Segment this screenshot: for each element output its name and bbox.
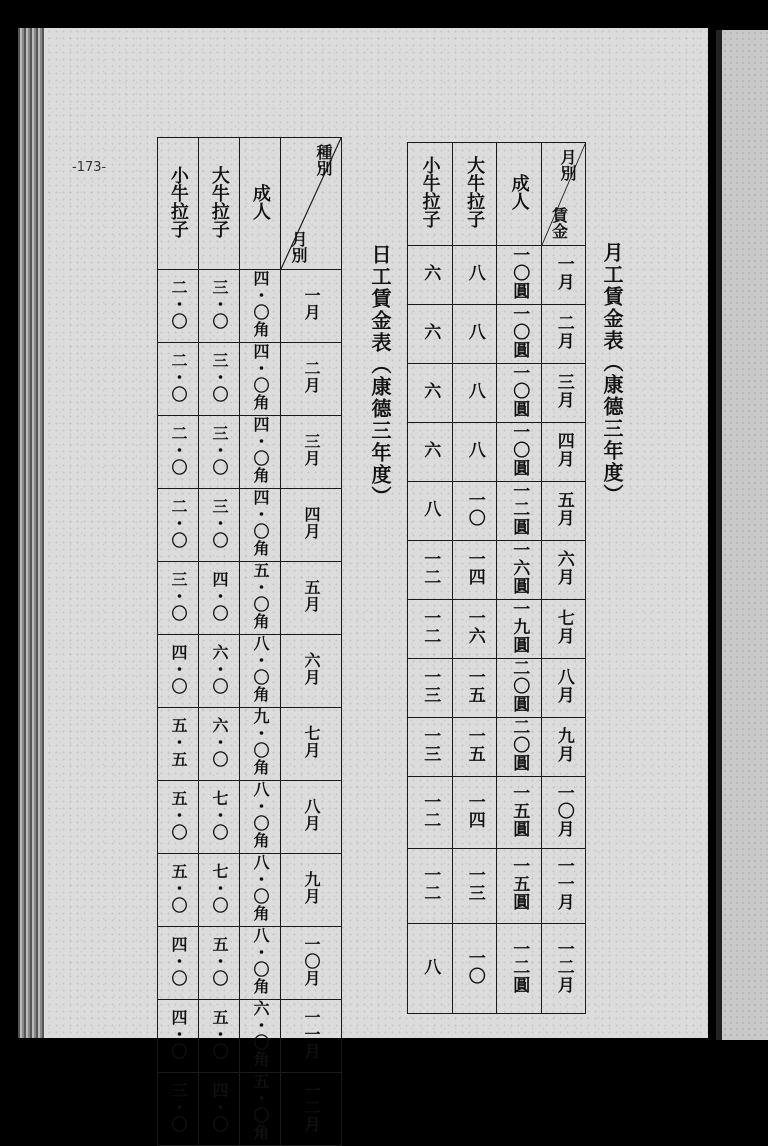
value-cell: 一〇圓	[497, 246, 542, 305]
col-header: 小牛拉子	[408, 143, 453, 246]
daily-wage-table	[157, 137, 342, 1146]
month-cell: 二月	[541, 305, 586, 364]
value-cell: 四・〇	[158, 927, 199, 1000]
value-cell: 八・〇角	[240, 781, 281, 854]
value-cell: 七・〇	[199, 781, 240, 854]
table-row	[158, 562, 342, 635]
value-cell: 三・〇	[199, 416, 240, 489]
table-row	[158, 854, 342, 927]
table-row	[408, 777, 586, 849]
month-cell: 一〇月	[541, 777, 586, 849]
month-cell: 一一月	[541, 849, 586, 924]
month-cell: 一月	[541, 246, 586, 305]
value-cell: 四・〇角	[240, 343, 281, 416]
value-cell: 三・〇	[199, 343, 240, 416]
month-cell: 一月	[281, 270, 342, 343]
month-cell: 二月	[281, 343, 342, 416]
value-cell: 四・〇	[199, 1073, 240, 1146]
table-row	[408, 849, 586, 924]
value-cell: 二・〇	[158, 416, 199, 489]
value-cell: 四・〇	[158, 635, 199, 708]
month-cell: 三月	[541, 364, 586, 423]
value-cell: 六・〇	[199, 635, 240, 708]
value-cell: 六	[408, 246, 453, 305]
value-cell: 一四	[452, 777, 497, 849]
table-row	[408, 246, 586, 305]
value-cell: 六	[408, 305, 453, 364]
month-cell: 六月	[281, 635, 342, 708]
adjacent-page-edge	[716, 30, 768, 1040]
col-header: 成人	[240, 138, 281, 270]
table-row	[158, 635, 342, 708]
table-row	[408, 718, 586, 777]
month-cell: 七月	[541, 600, 586, 659]
table-header-row	[408, 143, 586, 246]
value-cell: 九・〇角	[240, 708, 281, 781]
month-cell: 一二月	[541, 924, 586, 1014]
table-row	[158, 1000, 342, 1073]
book-binding	[18, 28, 44, 1038]
value-cell: 一五圓	[497, 849, 542, 924]
value-cell: 四・〇	[158, 1000, 199, 1073]
table-row	[408, 305, 586, 364]
value-cell: 三・〇	[199, 489, 240, 562]
value-cell: 一二圓	[497, 924, 542, 1014]
table-row	[408, 364, 586, 423]
value-cell: 二〇圓	[497, 659, 542, 718]
month-cell: 七月	[281, 708, 342, 781]
value-cell: 八	[408, 924, 453, 1014]
value-cell: 一三	[408, 659, 453, 718]
value-cell: 一〇圓	[497, 423, 542, 482]
value-cell: 一〇圓	[497, 364, 542, 423]
month-cell: 九月	[281, 854, 342, 927]
value-cell: 一二	[408, 777, 453, 849]
value-cell: 二・〇	[158, 489, 199, 562]
month-cell: 一〇月	[281, 927, 342, 1000]
table-row	[408, 659, 586, 718]
table-row	[158, 1073, 342, 1146]
corner-header	[281, 138, 342, 270]
monthly-wage-title: 月工賃金表（康德三年度）	[600, 242, 624, 506]
value-cell: 一五	[452, 718, 497, 777]
value-cell: 一五	[452, 659, 497, 718]
value-cell: 八・〇角	[240, 635, 281, 708]
table-row	[158, 270, 342, 343]
month-cell: 六月	[541, 541, 586, 600]
table-row	[408, 482, 586, 541]
value-cell: 一六圓	[497, 541, 542, 600]
value-cell: 八	[408, 482, 453, 541]
value-cell: 五・五	[158, 708, 199, 781]
month-cell: 八月	[541, 659, 586, 718]
value-cell: 一六	[452, 600, 497, 659]
value-cell: 五・〇	[158, 781, 199, 854]
value-cell: 一五圓	[497, 777, 542, 849]
month-cell: 五月	[541, 482, 586, 541]
month-cell: 一二月	[281, 1073, 342, 1146]
month-cell: 四月	[541, 423, 586, 482]
month-cell: 三月	[281, 416, 342, 489]
page-number: -173-	[72, 160, 107, 175]
value-cell: 一三	[408, 718, 453, 777]
table-row	[158, 781, 342, 854]
value-cell: 五・〇角	[240, 562, 281, 635]
value-cell: 五・〇角	[240, 1073, 281, 1146]
scanned-page	[18, 28, 708, 1038]
value-cell: 六・〇	[199, 708, 240, 781]
value-cell: 六・〇角	[240, 1000, 281, 1073]
value-cell: 四・〇	[199, 562, 240, 635]
value-cell: 六	[408, 364, 453, 423]
value-cell: 八	[452, 364, 497, 423]
value-cell: 一九圓	[497, 600, 542, 659]
table-row	[158, 416, 342, 489]
corner-bottom-label: 賃金	[549, 207, 569, 239]
value-cell: 三・〇	[158, 1073, 199, 1146]
value-cell: 二・〇	[158, 270, 199, 343]
value-cell: 一〇	[452, 482, 497, 541]
table-row	[158, 708, 342, 781]
col-header: 成人	[497, 143, 542, 246]
value-cell: 一三	[452, 849, 497, 924]
table-row	[158, 343, 342, 416]
value-cell: 一〇	[452, 924, 497, 1014]
col-header: 小牛拉子	[158, 138, 199, 270]
month-cell: 九月	[541, 718, 586, 777]
value-cell: 一二	[408, 849, 453, 924]
value-cell: 七・〇	[199, 854, 240, 927]
value-cell: 八・〇角	[240, 854, 281, 927]
value-cell: 八	[452, 423, 497, 482]
value-cell: 四・〇角	[240, 416, 281, 489]
value-cell: 三・〇	[199, 270, 240, 343]
table-row	[408, 541, 586, 600]
table-row	[158, 489, 342, 562]
value-cell: 四・〇角	[240, 270, 281, 343]
daily-wage-title: 日工賃金表（康德三年度）	[368, 244, 392, 508]
table-row	[158, 927, 342, 1000]
table-row	[408, 924, 586, 1014]
value-cell: 五・〇	[158, 854, 199, 927]
month-cell: 一一月	[281, 1000, 342, 1073]
value-cell: 六	[408, 423, 453, 482]
corner-bottom-label: 月別	[289, 231, 308, 263]
value-cell: 一四	[452, 541, 497, 600]
value-cell: 一二圓	[497, 482, 542, 541]
value-cell: 八	[452, 305, 497, 364]
value-cell: 二・〇	[158, 343, 199, 416]
value-cell: 八	[452, 246, 497, 305]
monthly-wage-table	[407, 142, 586, 1014]
value-cell: 一〇圓	[497, 305, 542, 364]
value-cell: 五・〇	[199, 1000, 240, 1073]
value-cell: 四・〇角	[240, 489, 281, 562]
corner-top-label: 種別	[314, 144, 333, 176]
month-cell: 五月	[281, 562, 342, 635]
corner-header	[541, 143, 586, 246]
table-row	[408, 423, 586, 482]
value-cell: 八・〇角	[240, 927, 281, 1000]
col-header: 大牛拉子	[452, 143, 497, 246]
value-cell: 一二	[408, 600, 453, 659]
value-cell: 三・〇	[158, 562, 199, 635]
col-header: 大牛拉子	[199, 138, 240, 270]
corner-top-label: 月別	[558, 149, 577, 181]
value-cell: 一二	[408, 541, 453, 600]
table-header-row	[158, 138, 342, 270]
month-cell: 四月	[281, 489, 342, 562]
month-cell: 八月	[281, 781, 342, 854]
table-row	[408, 600, 586, 659]
value-cell: 二〇圓	[497, 718, 542, 777]
value-cell: 五・〇	[199, 927, 240, 1000]
